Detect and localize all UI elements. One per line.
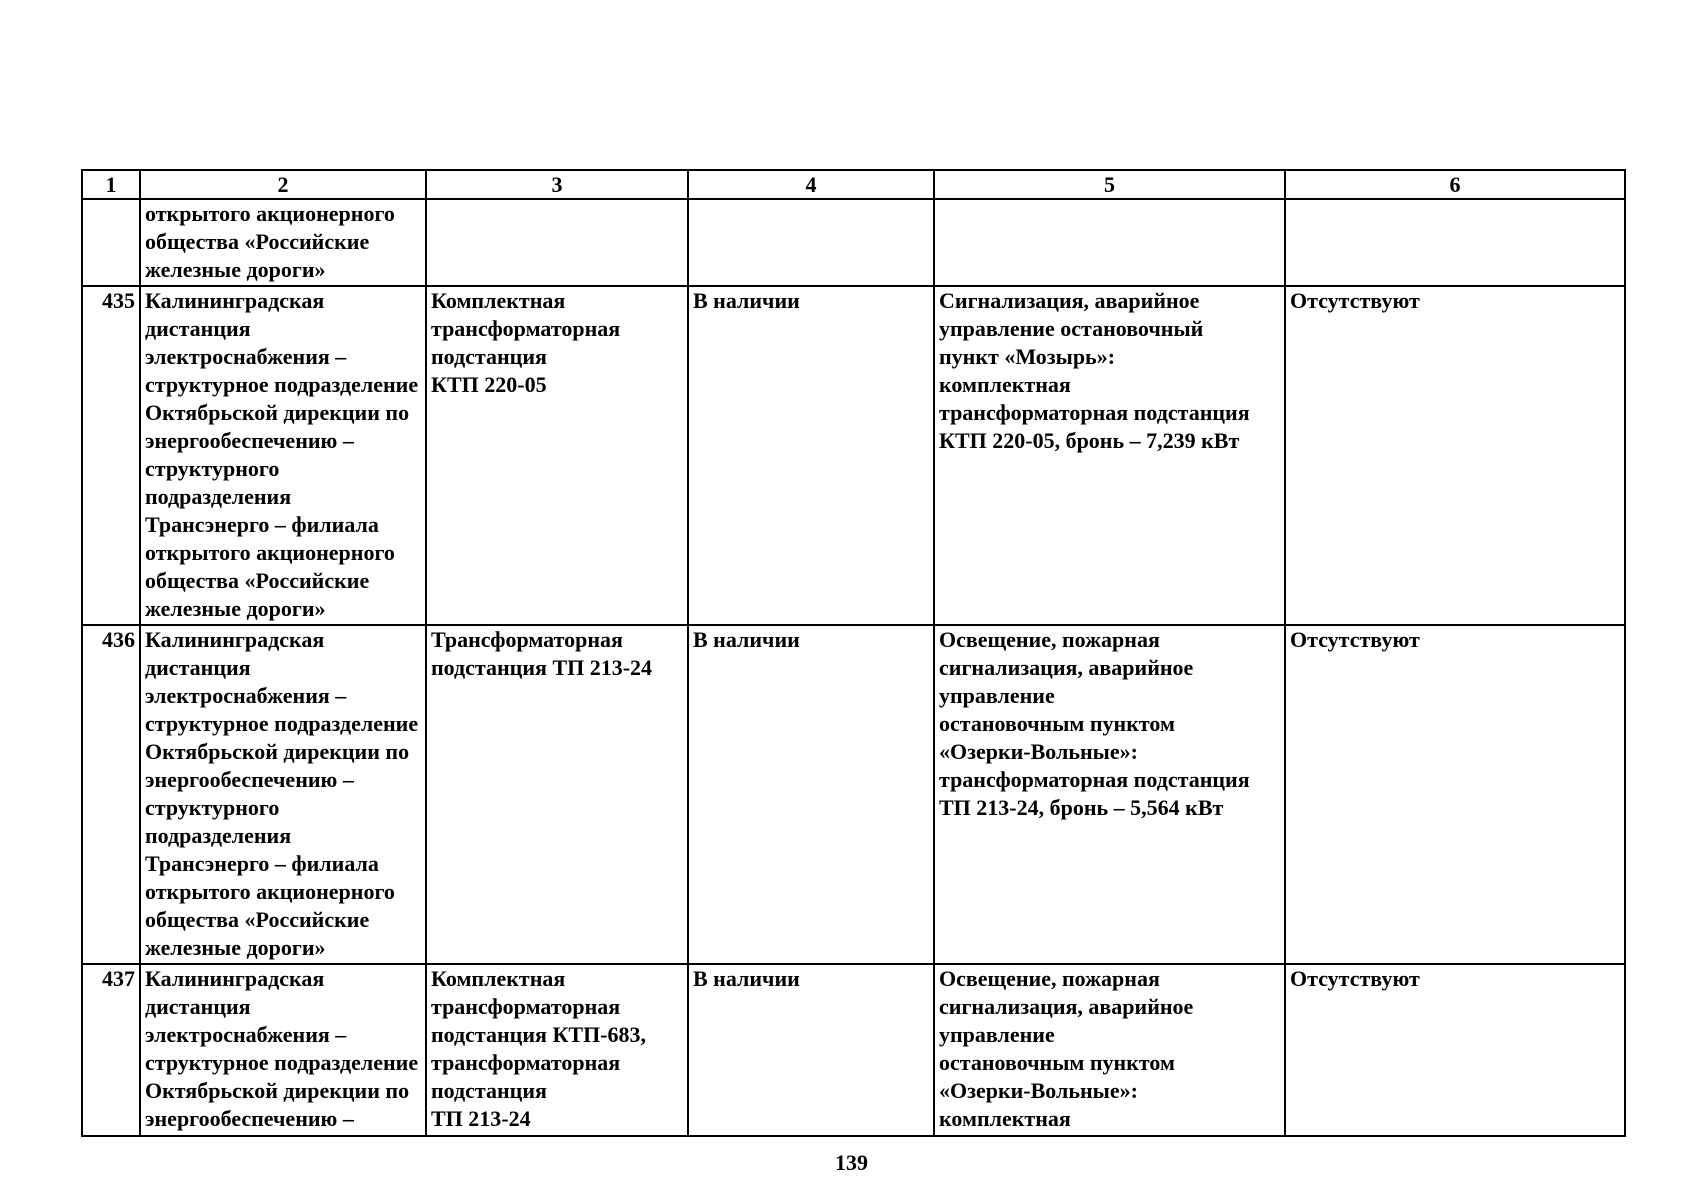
column-header-2: 2 (140, 170, 426, 199)
table-row (82, 286, 1625, 625)
organization-cell: открытого акционерного общества «Российские железные дороги» (140, 199, 426, 286)
organization-cell: Калининградская дистанция электроснабжения – структурное подразделение Октябрьской дирекции по энергообеспечению – структурного подразделения Трансэнерго – филиала открытого акционерного общества «Российские железные дороги» (140, 286, 426, 625)
object-cell: Комплектная трансформаторная подстанция КТП 220-05 (426, 286, 688, 625)
organization-cell: Калининградская дистанция электроснабжения – структурное подразделение Октябрьской дирекции по энергообеспечению – структурного подразделения Трансэнерго – филиала открытого акционерного общества «Российские железные дороги» (140, 625, 426, 964)
description-cell: Освещение, пожарная сигнализация, аварийное управление остановочным пунктом «Озерки-Вольные»: трансформаторная подстанция ТП 213-24, бронь – 5,564 кВт (934, 625, 1285, 964)
column-header-1: 1 (82, 170, 140, 199)
row-number: 435 (82, 286, 140, 625)
object-cell: Трансформаторная подстанция ТП 213-24 (426, 625, 688, 964)
header-row (82, 170, 1625, 199)
organization-cell: Калининградская дистанция электроснабжения – структурное подразделение Октябрьской дирекции по энергообеспечению – (140, 964, 426, 1136)
row-number (82, 199, 140, 286)
availability-cell: В наличии (688, 625, 934, 964)
row-number: 437 (82, 964, 140, 1136)
table-row (82, 964, 1625, 1136)
table-row (82, 199, 1625, 286)
notes-cell: Отсутствуют (1285, 625, 1625, 964)
row-number: 436 (82, 625, 140, 964)
page-number: 139 (835, 1150, 868, 1175)
column-header-3: 3 (426, 170, 688, 199)
availability-cell: В наличии (688, 964, 934, 1136)
notes-cell (1285, 199, 1625, 286)
table-row (82, 625, 1625, 964)
availability-cell (688, 199, 934, 286)
notes-cell: Отсутствуют (1285, 964, 1625, 1136)
column-header-4: 4 (688, 170, 934, 199)
description-cell (934, 199, 1285, 286)
column-header-6: 6 (1285, 170, 1625, 199)
availability-cell: В наличии (688, 286, 934, 625)
description-cell: Сигнализация, аварийное управление остановочный пункт «Мозырь»: комплектная трансформаторная подстанция КТП 220-05, бронь – 7,239 кВт (934, 286, 1285, 625)
data-table (81, 169, 1626, 1137)
object-cell (426, 199, 688, 286)
description-cell: Освещение, пожарная сигнализация, аварийное управление остановочным пунктом «Озерки-Вольные»: комплектная (934, 964, 1285, 1136)
column-header-5: 5 (934, 170, 1285, 199)
notes-cell: Отсутствуют (1285, 286, 1625, 625)
object-cell: Комплектная трансформаторная подстанция КТП-683, трансформаторная подстанция ТП 213-24 (426, 964, 688, 1136)
